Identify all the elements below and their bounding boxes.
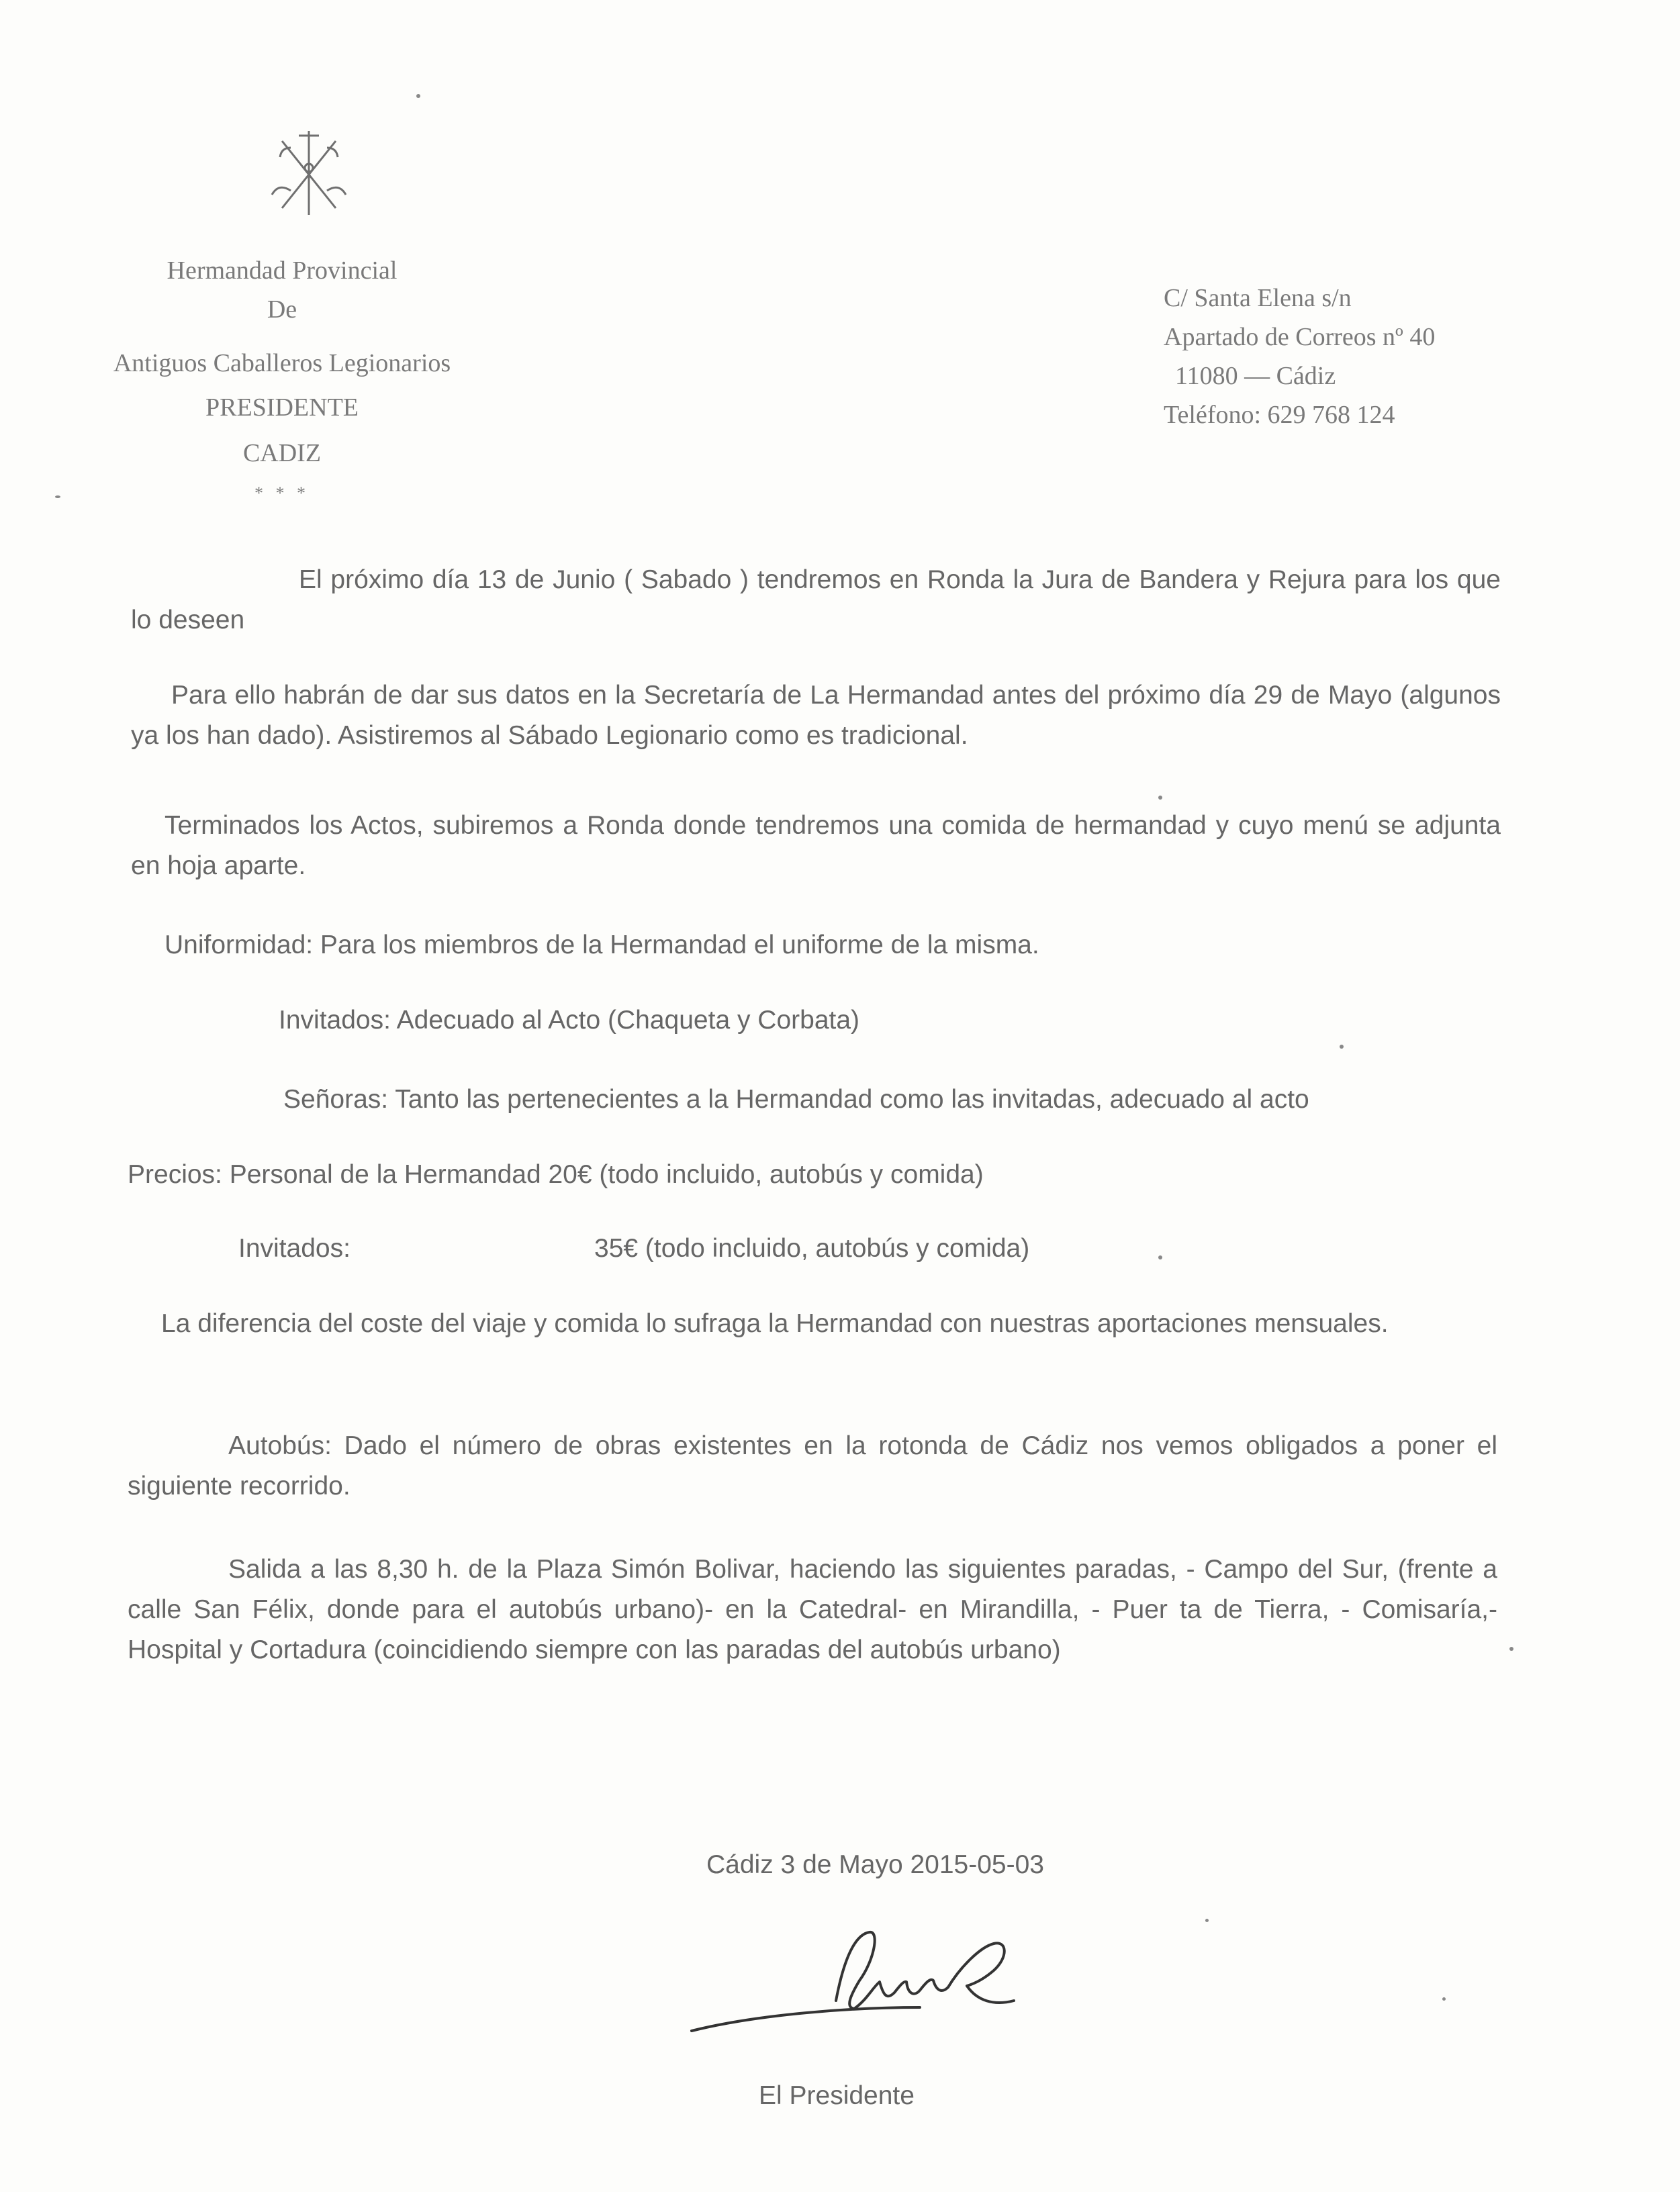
handwritten-signature-icon: [678, 1907, 1074, 2061]
precios-text: Precios: Personal de la Hermandad 20€ (todo incluido, autobús y comida): [128, 1160, 984, 1189]
scan-speck: [1205, 1919, 1209, 1922]
org-city: CADIZ: [242, 439, 322, 467]
address-street: C/ Santa Elena s/n: [1164, 284, 1352, 312]
scan-speck: [55, 495, 60, 498]
org-name-line1: Hermandad Provincial: [167, 256, 398, 285]
closing-date: Cádiz 3 de Mayo 2015-05-03: [706, 1850, 1044, 1879]
paragraph-jura: El próximo día 13 de Junio ( Sabado ) tendremos en Ronda la Jura de Bandera y Rejura para los que lo deseen: [131, 565, 1501, 634]
scan-speck: [1509, 1647, 1513, 1651]
scan-speck: [416, 94, 420, 98]
senoras-text: Señoras: Tanto las pertenecientes a la Hermandad como las invitadas, adecuado al acto: [283, 1085, 1309, 1114]
org-name-line2: De: [267, 295, 297, 324]
scan-speck: [1340, 1045, 1344, 1049]
paragraph-diferencia: La diferencia del coste del viaje y comida lo sufraga la Hermandad con nuestras aportaciones mensuales.: [161, 1309, 1389, 1338]
legion-emblem-icon: [259, 121, 359, 222]
org-separator: * * *: [254, 483, 310, 503]
scan-speck: [1158, 796, 1162, 800]
address-po-box: Apartado de Correos nº 40: [1164, 323, 1436, 351]
scan-speck: [1442, 1997, 1446, 2001]
address-phone: Teléfono: 629 768 124: [1164, 401, 1395, 429]
scan-speck: [1158, 1255, 1162, 1259]
invitados-price-label: Invitados:: [238, 1234, 351, 1263]
address-city: 11080 — Cádiz: [1175, 362, 1336, 390]
uniformidad-text: Uniformidad: Para los miembros de la Hermandad el uniforme de la misma.: [165, 931, 1039, 959]
invitados-price-value: 35€ (todo incluido, autobús y comida): [594, 1234, 1030, 1263]
signatory-title: El Presidente: [759, 2081, 915, 2110]
paragraph-secretaria: Para ello habrán de dar sus datos en la Secretaría de La Hermandad antes del próximo día 29 de Mayo (algunos ya los han dado). Asistiremos al Sábado Legionario como es tradicional.: [131, 681, 1501, 750]
org-role: PRESIDENTE: [205, 393, 359, 422]
paragraph-comida: Terminados los Actos, subiremos a Ronda donde tendremos una comida de hermandad y cuyo menú se adjunta en hoja aparte.: [131, 811, 1501, 880]
paragraph-salida: Salida a las 8,30 h. de la Plaza Simón Bolivar, haciendo las siguientes paradas, - Campo del Sur, (frente a calle San Félix, donde para el autobús urbano)- en la Catedral- en Mirandilla, - Puer ta de Tierra, - Comisaría,- Hospital y Cortadura (coincidiendo siempre con las paradas del autobús urbano): [128, 1555, 1497, 1664]
paragraph-autobus: Autobús: Dado el número de obras existentes en la rotonda de Cádiz nos vemos obligados a poner el siguiente recorrido.: [128, 1431, 1497, 1500]
org-name-line3: Antiguos Caballeros Legionarios: [113, 349, 451, 377]
invitados-dress-text: Invitados: Adecuado al Acto (Chaqueta y Corbata): [279, 1006, 860, 1035]
